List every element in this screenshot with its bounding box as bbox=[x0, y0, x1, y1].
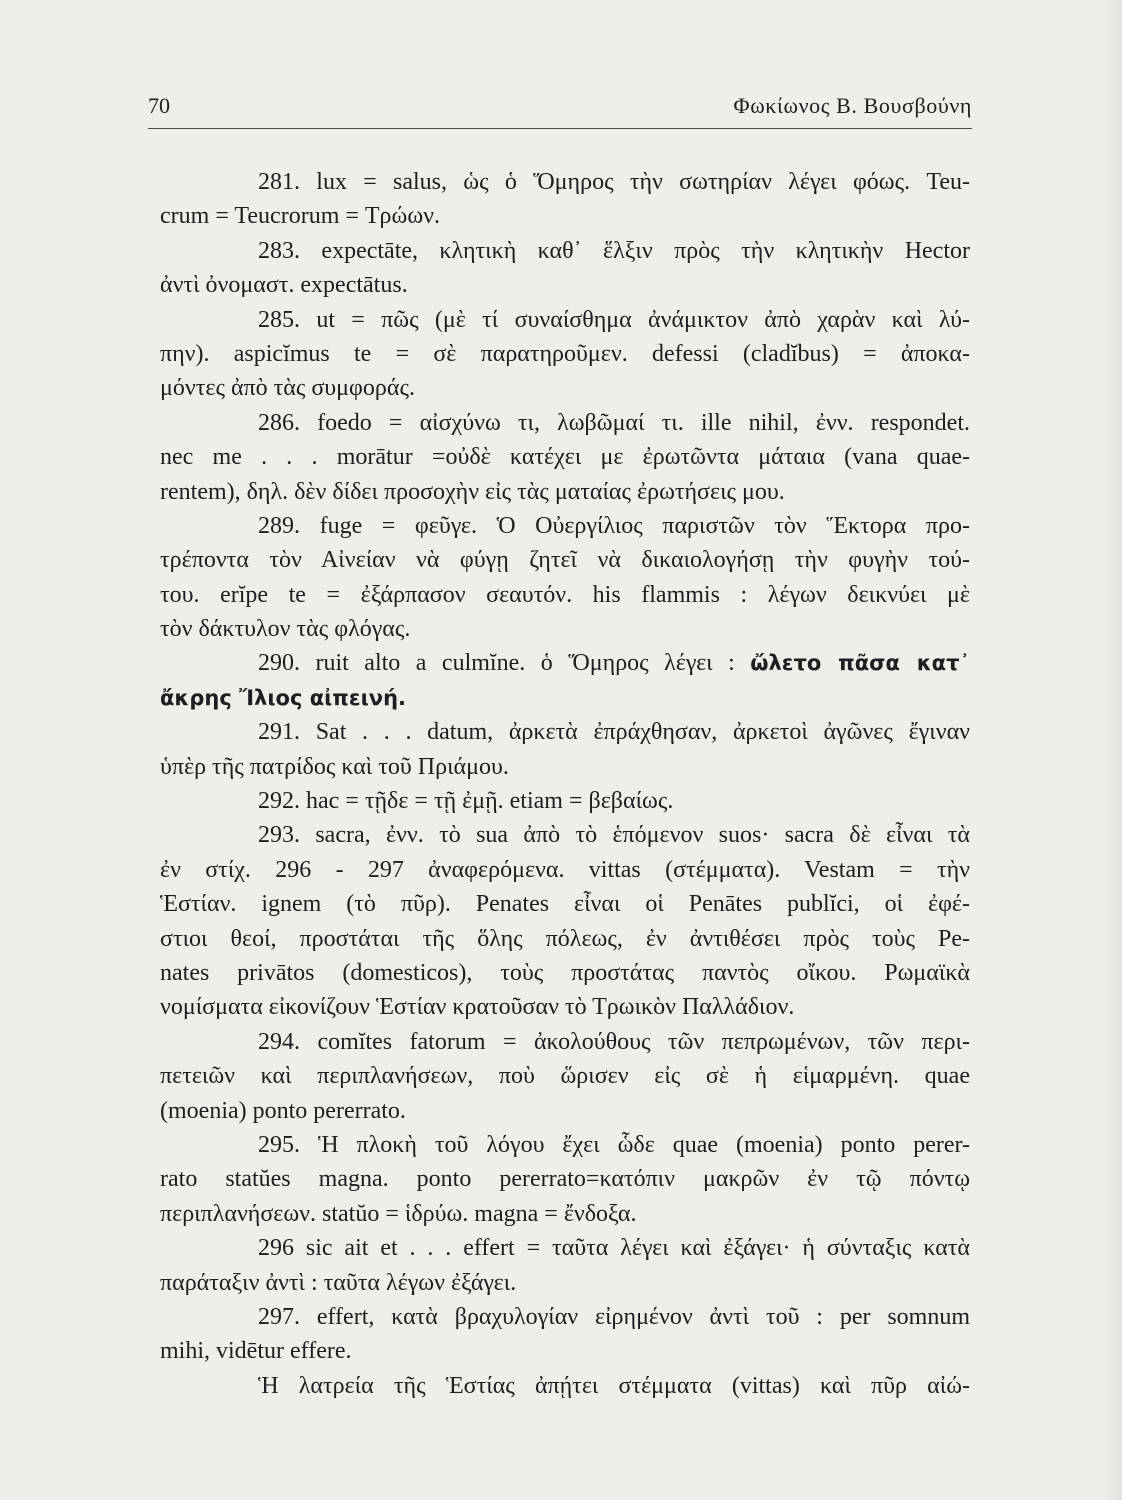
note-line: 283. expectāte, κλητικὴ καθ᾽ ἕλξιν πρὸς τὴν κλητικὴν Hector bbox=[258, 237, 970, 264]
note-line: 294. comĭtes fatorum = ἀκολούθους τῶν πεπρωμένων, τῶν περι- bbox=[258, 1028, 970, 1055]
note-285 bbox=[160, 303, 970, 406]
note-line: rato statŭes magna. ponto pererrato=κατόπιν μακρῶν ἐν τῷ πόντῳ bbox=[160, 1166, 970, 1193]
note-line: 293. sacra, ἐνν. τὸ sua ἀπὸ τὸ ἑπόμενον suos· sacra δὲ εἶναι τὰ bbox=[258, 822, 970, 849]
note-line: 285. ut = πῶς (μὲ τί συναίσθημα ἀνάμικτον ἀπὸ χαρὰν καὶ λύ- bbox=[258, 306, 970, 333]
note-line: 289. fuge = φεῦγε. Ὁ Οὐεργίλιος παριστῶν τὸν Ἕκτορα προ- bbox=[258, 512, 970, 539]
note-line: 297. effert, κατὰ βραχυλογίαν εἰρημένον ἀντὶ τοῦ : per somnum bbox=[258, 1303, 970, 1330]
note-line: περιπλανήσεων. statŭo = ἱδρύω. magna = ἔνδοξα. bbox=[160, 1200, 637, 1227]
running-head: Φωκίωνος Β. Βουσβούνη bbox=[733, 93, 972, 118]
commentary-text bbox=[160, 165, 970, 1403]
header-rule bbox=[148, 128, 972, 129]
page-header bbox=[148, 92, 972, 120]
note-line: ἀντὶ ὀνομαστ. expectātus. bbox=[160, 272, 408, 299]
note-296 bbox=[160, 1231, 970, 1300]
note-line: 286. foedo = αἰσχύνω τι, λωβῶμαί τι. ille nihil, ἐνν. respondet. bbox=[258, 409, 970, 436]
note-line: 281. lux = salus, ὡς ὁ Ὅμηρος τὴν σωτηρίαν λέγει φόως. Teu- bbox=[258, 169, 970, 195]
note-line: ἐν στίχ. 296 - 297 ἀναφερόμενα. vittas (στέμματα). Vestam = τὴν bbox=[160, 856, 970, 883]
note-line: rentem), δηλ. δὲν δίδει προσοχὴν εἰς τὰς ματαίας ἐρωτήσεις μου. bbox=[160, 478, 785, 505]
note-line: ὑπὲρ τῆς πατρίδος καὶ τοῦ Πριάμου. bbox=[160, 753, 509, 780]
homer-quote: ἄκρης Ἴλιος αἰπεινή. bbox=[160, 685, 407, 710]
note-286 bbox=[160, 406, 970, 509]
note-line: 295. Ἡ πλοκὴ τοῦ λόγου ἔχει ὧδε quae (moenia) ponto perer- bbox=[258, 1131, 970, 1158]
note-line: τρέποντα τὸν Αἰνείαν νὰ φύγῃ ζητεῖ νὰ δικαιολογήσῃ τὴν φυγὴν τού- bbox=[160, 547, 970, 574]
note-line: (moenia) ponto pererrato. bbox=[160, 1097, 406, 1124]
note-line: του. erĭpe te = ἐξάρπασον σεαυτόν. his flammis : λέγων δεικνύει μὲ bbox=[160, 581, 970, 608]
note-line: τὸν δάκτυλον τὰς φλόγας. bbox=[160, 616, 411, 643]
note-line: στιοι θεοί, προστάται τῆς ὅλης πόλεως, ἐν ἀντιθέσει πρὸς τοὺς Pe- bbox=[160, 925, 970, 952]
note-line bbox=[160, 646, 970, 680]
note-line: Ἑστίαν. ignem (τὸ πῦρ). Penates εἶναι οἱ Penātes publĭci, οἱ ἐφέ- bbox=[160, 891, 970, 918]
note-line bbox=[160, 681, 970, 715]
note-line: 296 sic ait et . . . effert = ταῦτα λέγει καὶ ἐξάγει· ἡ σύνταξις κατὰ bbox=[258, 1235, 970, 1262]
note-293 bbox=[160, 818, 970, 1024]
note-line: μόντες ἀπὸ τὰς συμφοράς. bbox=[160, 375, 415, 402]
note-297 bbox=[160, 1300, 970, 1369]
note-line: crum = Teucrorum = Τρώων. bbox=[160, 203, 440, 230]
note-290 bbox=[160, 646, 970, 715]
note-line: πην). aspicĭmus te = σὲ παρατηροῦμεν. defessi (cladĭbus) = ἀποκα- bbox=[160, 340, 970, 367]
note-line: mihi, vidētur effere. bbox=[160, 1338, 352, 1365]
note-line: πετειῶν καὶ περιπλανήσεων, ποὺ ὥρισεν εἰς σὲ ἡ εἱμαρμένη. quae bbox=[160, 1063, 970, 1090]
note-line: 291. Sat . . . datum, ἀρκετὰ ἐπράχθησαν, ἀρκετοὶ ἀγῶνες ἔγιναν bbox=[258, 719, 970, 746]
note-292 bbox=[160, 784, 970, 818]
note-line: νομίσματα εἰκονίζουν Ἑστίαν κρατοῦσαν τὸ Τρωικὸν Παλλάδιον. bbox=[160, 994, 795, 1021]
note-line-text: 290. ruit alto a culmĭne. ὁ Ὅμηρος λέγει : bbox=[258, 650, 735, 677]
note-vesta-cult bbox=[160, 1369, 970, 1403]
note-line: Ἡ λατρεία τῆς Ἑστίας ἀπῄτει στέμματα (vittas) καὶ πῦρ αἰώ- bbox=[258, 1372, 970, 1399]
note-line: παράταξιν ἀντὶ : ταῦτα λέγων ἐξάγει. bbox=[160, 1269, 517, 1296]
note-283 bbox=[160, 234, 970, 303]
page-number: 70 bbox=[148, 93, 170, 118]
homer-quote: ὤλετο πᾶσα κατ᾽ bbox=[750, 651, 970, 676]
note-281 bbox=[160, 165, 970, 234]
note-line: nates privātos (domesticos), τοὺς προστάτας παντὸς οἴκου. Ρωμαϊκὰ bbox=[160, 959, 970, 986]
note-line: nec me . . . morātur =οὐδὲ κατέχει με ἐρωτῶντα μάταια (vana quae- bbox=[160, 444, 970, 471]
page-edge-shadow bbox=[1104, 0, 1122, 1500]
note-295 bbox=[160, 1128, 970, 1231]
note-289 bbox=[160, 509, 970, 647]
note-291 bbox=[160, 715, 970, 784]
note-294 bbox=[160, 1025, 970, 1128]
note-line: 292. hac = τῇδε = τῇ ἐμῇ. etiam = βεβαίως. bbox=[258, 788, 674, 815]
